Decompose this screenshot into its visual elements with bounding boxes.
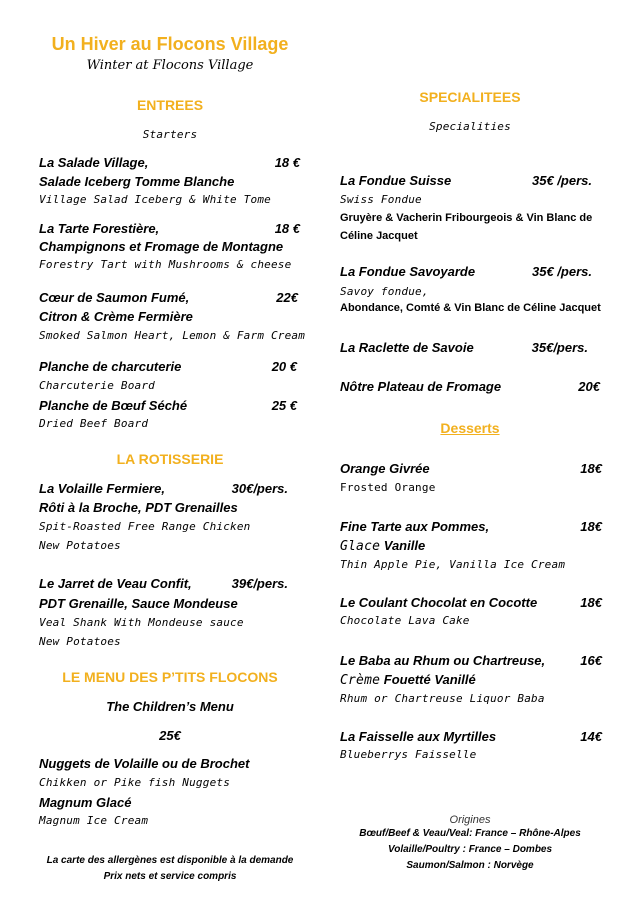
specialite-price: 35€/pers. [531, 340, 588, 355]
entree-name: Planche de charcuterie [39, 359, 182, 374]
entree-price: 20 € [271, 359, 297, 374]
entree-name: La Salade Village, [39, 155, 149, 170]
entree-name: La Tarte Forestière, [39, 221, 160, 236]
entree-desc: Salade Iceberg Tomme Blanche [39, 174, 235, 189]
allergen-notice: La carte des allergènes est disponible à la demande [46, 855, 294, 866]
kids-item-name: Nuggets de Volaille ou de Brochet [39, 756, 250, 771]
menu-subtitle: Winter at Flocons Village [86, 58, 254, 73]
dessert-price: 18€ [580, 519, 602, 534]
entree-name: Planche de Bœuf Séché [39, 398, 188, 413]
rotisserie-price: 39€/pers. [231, 576, 288, 591]
origins-line: Saumon/Salmon : Norvège [406, 860, 534, 871]
dessert-desc-glace: Glace [340, 539, 381, 554]
dessert-english: Rhum or Chartreuse Liquor Baba [340, 692, 545, 705]
kids-item-english: Chikken or Pike fish Nuggets [39, 776, 231, 789]
entree-price: 22€ [276, 290, 298, 305]
kids-menu-subheading: The Children’s Menu [106, 699, 234, 714]
specialite-english: Savoy fondue, [340, 285, 429, 298]
entrees-subheading: Starters [142, 128, 198, 141]
rotisserie-english: New Potatoes [39, 635, 121, 648]
entree-english: Village Salad Iceberg & White Tome [39, 193, 271, 206]
specialite-name: Nôtre Plateau de Fromage [340, 379, 502, 394]
specialite-price: 35€ /pers. [532, 264, 592, 279]
specialite-price: 35€ /pers. [532, 173, 592, 188]
entree-desc: Citron & Crème Fermière [39, 309, 193, 324]
specialite-name: La Fondue Savoyarde [340, 264, 476, 279]
specialite-english: Swiss Fondue [340, 193, 422, 206]
dessert-name: Orange Givrée [340, 461, 430, 476]
rotisserie-name: La Volaille Fermiere, [39, 481, 165, 496]
dessert-name: Fine Tarte aux Pommes, [340, 519, 490, 534]
dessert-name: La Faisselle aux Myrtilles [340, 729, 497, 744]
dessert-desc-creme: Crème [340, 673, 381, 688]
origins-line: Volaille/Poultry : France – Dombes [387, 844, 553, 855]
kids-item-english: Magnum Ice Cream [39, 814, 149, 827]
menu-title: Un Hiver au Flocons Village [51, 34, 289, 54]
dessert-price: 18€ [580, 461, 602, 476]
origins-line: Bœuf/Beef & Veau/Veal: France – Rhône-Alpes [359, 828, 581, 839]
kids-item-name: Magnum Glacé [39, 795, 132, 810]
rotisserie-price: 30€/pers. [231, 481, 288, 496]
entree-english: Charcuterie Board [39, 379, 155, 392]
rotisserie-heading: LA ROTISSERIE [116, 451, 224, 467]
rotisserie-name: Le Jarret de Veau Confit, [39, 576, 192, 591]
entrees-heading: ENTREES [136, 97, 204, 113]
kids-menu-price: 25€ [159, 728, 181, 743]
specialite-name: La Fondue Suisse [340, 173, 452, 188]
specialite-name: La Raclette de Savoie [340, 340, 474, 355]
dessert-price: 18€ [580, 595, 602, 610]
kids-menu-heading: LE MENU DES P’TITS FLOCONS [62, 669, 278, 685]
rotisserie-english: Spit-Roasted Free Range Chicken [39, 520, 251, 533]
dessert-english: Chocolate Lava Cake [340, 614, 470, 627]
dessert-english: Thin Apple Pie, Vanilla Ice Cream [340, 558, 566, 571]
entree-price: 18 € [274, 155, 300, 170]
dessert-english: Blueberrys Faisselle [340, 748, 477, 761]
specialite-desc: Gruyère & Vacherin Fribourgeois & Vin Blanc de Céline Jacquet [340, 212, 593, 242]
dessert-desc-vanille: Vanille [383, 538, 426, 553]
dessert-desc-fouette: Fouetté Vanillé [383, 672, 476, 687]
specialites-heading: SPECIALITEES [419, 89, 521, 105]
dessert-name: Le Baba au Rhum ou Chartreuse, [340, 653, 546, 668]
rotisserie-desc: PDT Grenaille, Sauce Mondeuse [39, 596, 238, 611]
rotisserie-english: New Potatoes [39, 539, 121, 552]
entree-english: Forestry Tart with Mushrooms & cheese [39, 258, 292, 271]
specialite-price: 20€ [578, 379, 600, 394]
dessert-desc [340, 672, 476, 688]
dessert-english: Frosted Orange [340, 481, 436, 494]
desserts-heading: Desserts [440, 420, 500, 436]
dessert-name: Le Coulant Chocolat en Cocotte [340, 595, 538, 610]
entree-english: Dried Beef Board [39, 417, 149, 430]
dessert-desc [340, 538, 425, 554]
rotisserie-english: Veal Shank With Mondeuse sauce [39, 616, 244, 629]
entree-price: 18 € [274, 221, 300, 236]
dessert-price: 16€ [580, 653, 602, 668]
specialites-subheading: Specialities [429, 120, 511, 133]
entree-english: Smoked Salmon Heart, Lemon & Farm Cream [39, 329, 306, 342]
origins-heading: Origines [449, 814, 491, 826]
entree-desc: Champignons et Fromage de Montagne [39, 239, 284, 254]
entree-price: 25 € [271, 398, 297, 413]
entree-name: Cœur de Saumon Fumé, [39, 290, 190, 305]
price-notice: Prix nets et service compris [103, 871, 237, 882]
rotisserie-desc: Rôti à la Broche, PDT Grenailles [39, 500, 238, 515]
specialite-desc: Abondance, Comté & Vin Blanc de Céline Jacquet [340, 302, 601, 314]
dessert-price: 14€ [580, 729, 602, 744]
